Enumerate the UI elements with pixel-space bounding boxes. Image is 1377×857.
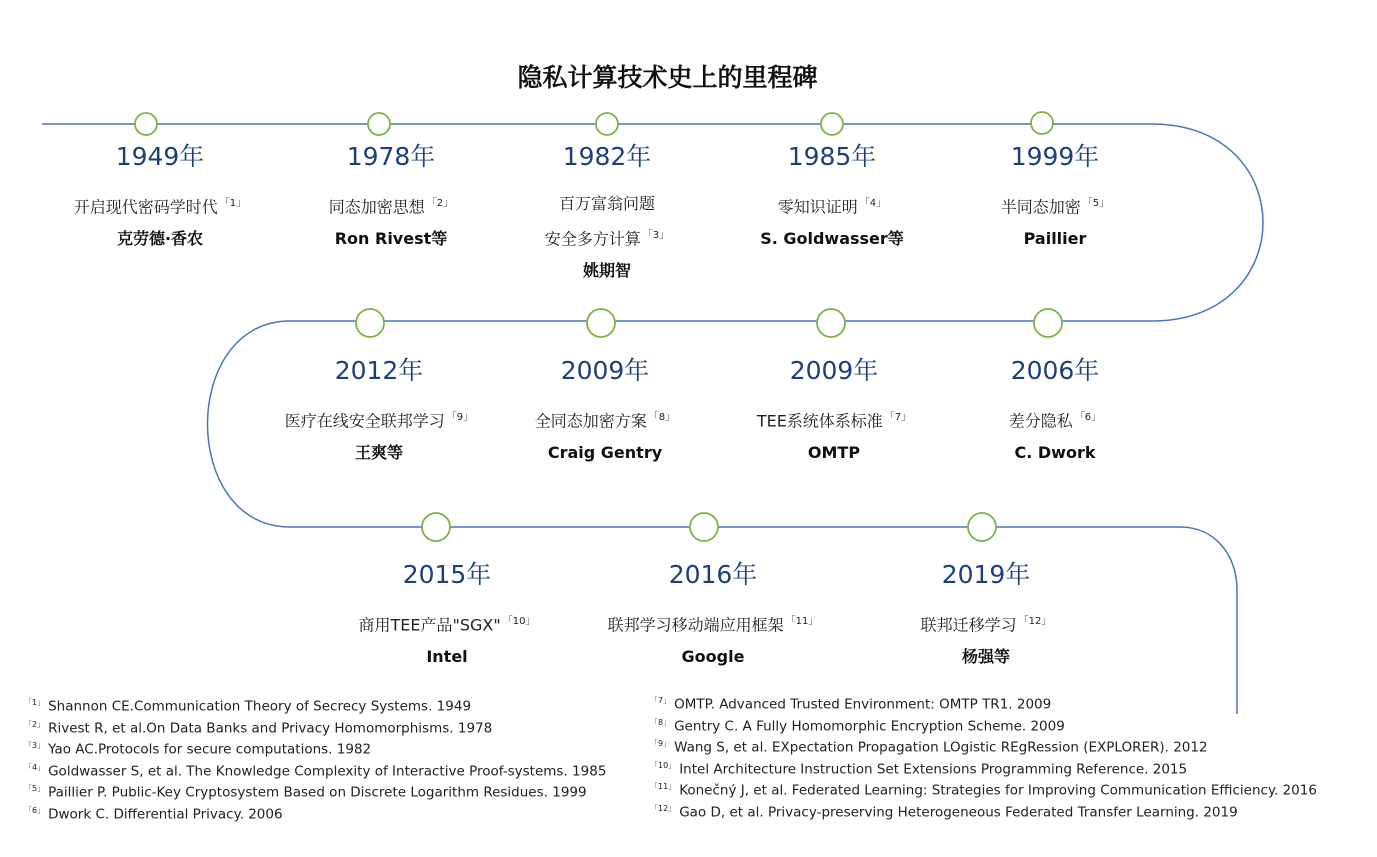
timeline-node xyxy=(817,309,845,337)
event-1999 xyxy=(935,142,1175,255)
timeline-node xyxy=(1034,309,1062,337)
event-year: 2009年 xyxy=(560,356,650,385)
reference-item: $^{「7」}$ OMTP. Advanced Trusted Environment: OMTP TR1. 2009 xyxy=(650,696,1052,713)
event-desc: 联邦迁移学习 $^{「12」}$ xyxy=(920,615,1052,635)
event-person: 杨强等 xyxy=(961,647,1010,667)
timeline-node xyxy=(135,113,157,135)
event-1982 xyxy=(487,142,727,287)
event-desc: 同态加密思想 $^{「2」}$ xyxy=(328,197,454,217)
event-person: Craig Gentry xyxy=(547,443,663,463)
event-person: C. Dwork xyxy=(1014,443,1096,463)
references-right xyxy=(650,692,1317,821)
event-person: 王爽等 xyxy=(354,443,403,463)
timeline-node xyxy=(968,513,996,541)
event-2009-omtp xyxy=(714,356,954,469)
reference-item: $^{「5」}$ Paillier P. Public-Key Cryptosystem Based on Discrete Logarithm Residues. 1999 xyxy=(24,784,587,801)
event-person: Intel xyxy=(426,647,468,667)
event-year: 2015年 xyxy=(402,560,492,589)
reference-item: $^{「3」}$ Yao AC.Protocols for secure computations. 1982 xyxy=(24,741,372,758)
event-desc: 全同态加密方案 $^{「8」}$ xyxy=(534,411,676,431)
event-year: 1999年 xyxy=(1010,142,1100,171)
event-2015 xyxy=(317,560,577,673)
timeline-node xyxy=(690,513,718,541)
event-year: 2016年 xyxy=(668,560,758,589)
reference-item: $^{「10」}$ Intel Architecture Instruction Set Extensions Programming Reference. 2015 xyxy=(650,760,1188,777)
event-2006 xyxy=(935,356,1175,469)
event-desc: 开启现代密码学时代 $^{「1」}$ xyxy=(73,197,247,217)
event-person: OMTP xyxy=(807,443,861,463)
timeline-node xyxy=(821,113,843,135)
event-year: 1978年 xyxy=(346,142,436,171)
event-person: Paillier xyxy=(1023,229,1087,249)
reference-item: $^{「8」}$ Gentry C. A Fully Homomorphic Encryption Scheme. 2009 xyxy=(650,717,1065,734)
event-desc: 半同态加密 $^{「5」}$ xyxy=(1000,197,1110,217)
timeline-node xyxy=(368,113,390,135)
reference-item: $^{「4」}$ Goldwasser S, et al. The Knowledge Complexity of Interactive Proof-systems. 1985 xyxy=(24,762,607,779)
event-desc: 联邦学习移动端应用框架 $^{「11」}$ xyxy=(607,615,819,635)
timeline-node xyxy=(1031,112,1053,134)
timeline-node xyxy=(356,309,384,337)
reference-item: $^{「9」}$ Wang S, et al. EXpectation Propagation LOgistic REgRession (EXPLORER). 2012 xyxy=(650,739,1208,756)
event-desc: 差分隐私 $^{「6」}$ xyxy=(1008,411,1102,431)
event-desc: 百万富翁问题 安全多方计算 $^{「3」}$ xyxy=(544,194,670,249)
timeline-node xyxy=(422,513,450,541)
event-desc: TEE系统体系标准 $^{「7」}$ xyxy=(756,411,912,431)
event-person: 姚期智 xyxy=(582,261,631,281)
event-year: 2019年 xyxy=(941,560,1031,589)
event-1978 xyxy=(271,142,511,255)
event-year: 1949年 xyxy=(115,142,205,171)
event-person: S. Goldwasser等 xyxy=(760,229,904,249)
reference-item: $^{「11」}$ Konečný J, et al. Federated Learning: Strategies for Improving Communication Efficiency. 2016 xyxy=(650,782,1317,799)
reference-item: $^{「1」}$ Shannon CE.Communication Theory of Secrecy Systems. 1949 xyxy=(24,698,472,715)
event-person: 克劳德·香农 xyxy=(116,229,204,249)
event-1949 xyxy=(40,142,280,255)
event-year: 1982年 xyxy=(562,142,652,171)
reference-item: $^{「12」}$ Gao D, et al. Privacy-preserving Heterogeneous Federated Transfer Learning. 2019 xyxy=(650,803,1238,820)
event-year: 2006年 xyxy=(1010,356,1100,385)
event-2009-gentry xyxy=(485,356,725,469)
timeline-node xyxy=(587,309,615,337)
event-desc: 医疗在线安全联邦学习 $^{「9」}$ xyxy=(284,411,474,431)
page-title: 隐私计算技术史上的里程碑 xyxy=(517,63,818,92)
event-desc: 商用TEE产品"SGX" $^{「10」}$ xyxy=(358,615,536,635)
event-person: Google xyxy=(681,647,745,667)
event-2019 xyxy=(866,560,1106,673)
event-person: Ron Rivest等 xyxy=(334,229,448,249)
event-2012 xyxy=(249,356,509,469)
timeline-node xyxy=(596,113,618,135)
event-year: 2012年 xyxy=(334,356,424,385)
reference-item: $^{「6」}$ Dwork C. Differential Privacy. 2006 xyxy=(24,805,283,822)
references-left xyxy=(24,694,606,823)
event-2016 xyxy=(578,560,848,673)
event-year: 1985年 xyxy=(787,142,877,171)
event-desc: 零知识证明 $^{「4」}$ xyxy=(777,197,887,217)
reference-item: $^{「2」}$ Rivest R, et al.On Data Banks and Privacy Homomorphisms. 1978 xyxy=(24,719,493,736)
event-year: 2009年 xyxy=(789,356,879,385)
event-1985 xyxy=(712,142,952,255)
